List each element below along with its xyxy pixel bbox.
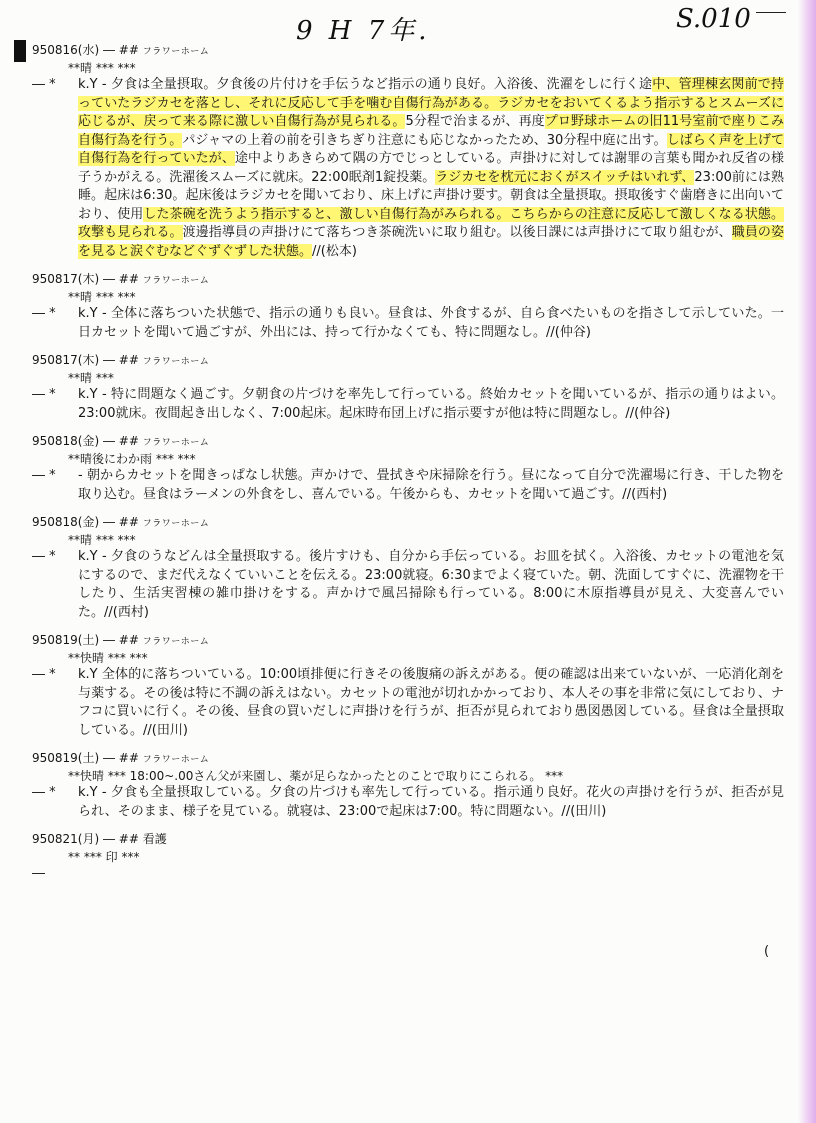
entry-text-segment: パジャマの上着の前を引きちぎり注意にも応じなかったため、30分程中庭に出す。 — [182, 132, 667, 148]
entry-header — [32, 433, 792, 451]
handwritten-date-note: 9 H 7年. — [296, 16, 431, 46]
entry-weather: **晴 *** *** — [68, 533, 136, 547]
entry-prefix: ― * — [32, 468, 56, 483]
entry-weather: **晴後にわか雨 *** *** — [68, 452, 196, 466]
entry-dept: フラワーホーム — [142, 357, 210, 367]
entry-dept: フラワーホーム — [142, 637, 210, 647]
scan-edge-shadow — [798, 0, 816, 1123]
entry-date: 950819(土) ― ## — [32, 751, 143, 765]
highlighted-text: した茶碗を洗うよう指示すると、激しい自傷行為がみられる。こちらからの注意に反応して激しくなる状態。攻撃も見られる。 — [78, 206, 784, 240]
entry-prefix: ― * — [32, 306, 56, 321]
entry-weather: **晴 *** *** — [68, 290, 136, 304]
binding-mark — [14, 40, 26, 62]
entry-prefix: ― * — [32, 549, 56, 564]
entry-text-segment: 23:00前には熟睡。起床は6:30。起床後はラジカセを聞いており、床上げに声掛け要す。朝食は全量摂取。摂取後すぐ歯磨きに出向いており、使用 — [78, 169, 785, 222]
entry-date: 950818(金) ― ## — [32, 515, 143, 529]
entry-date: 950818(金) ― ## — [32, 434, 143, 448]
entry-weather: **晴 *** *** — [68, 61, 136, 75]
highlighted-text: プロ野球ホームの旧11号室前で座りこみ自傷行為を行う。 — [78, 114, 784, 148]
entry-text-segment: k.Y - 特に問題なく過ごす。夕朝食の片づけを率先して行っている。終始カセットを聞いているが、指示の通りはよい。23:00就床。夜間起き出しなく、7:00起床。起床時布団上げに指示要すが他は特に問題なし。//(仲谷) — [78, 387, 784, 421]
entry-body — [32, 666, 792, 740]
entry-header — [32, 271, 792, 289]
margin-note: ( — [764, 944, 770, 959]
entry-text — [78, 76, 792, 261]
entry-text — [78, 548, 792, 622]
entry-weather: **晴 *** — [68, 371, 114, 385]
entry-text-segment: 渡邊指導員の声掛けにて落ちつき茶碗洗いに取り組む。以後日課には声掛けにて取り組むが、 — [182, 225, 732, 240]
entry-text-segment: 途中よりあきらめて隅の方でじっとしている。声掛けに対しては謝罪の言葉も聞かれ反省の様子うかがえる。洗濯後スムーズに就床。22:00眠剤1錠投薬。 — [78, 151, 784, 185]
entry-text — [78, 467, 792, 504]
highlighted-text: 中、管理棟玄関前で持っていたラジカセを落とし、それに反応して手を噛む自傷行為がある。ラジカセをおいてくるよう指示するとスムーズに応じるが、戻って来る際に激しい自傷行為が見られる。 — [78, 77, 784, 129]
entry-header — [32, 42, 792, 60]
ref-underline — [756, 12, 786, 13]
entry-dept: フラワーホーム — [142, 755, 210, 765]
entry-text-segment: k.Y 全体的に落ちついている。10:00頃排便に行きその後腹痛の訴えがある。便の確認は出来ていないが、一応消化剤を与薬する。その後は特に不調の訴えはない。カセットの電池が切れかかっており、本人その事を非常に気にしており、ナフコに買いに行く。その後、昼食の買いだしに声掛けを行うが、拒否が見られており愚図愚図している。昼食は全量摂取している。//(田川) — [78, 667, 784, 738]
entry-body — [32, 784, 792, 821]
entry-text — [78, 305, 792, 342]
entry-dept: フラワーホーム — [142, 438, 210, 448]
entry-text — [78, 784, 792, 821]
entry-text-segment: //(松本) — [312, 243, 357, 259]
entry-prefix: ― — [32, 866, 45, 881]
entry-body — [32, 386, 792, 423]
entry-body — [32, 865, 792, 884]
log-entry — [32, 433, 792, 504]
entry-dept: フラワーホーム — [142, 47, 210, 57]
log-entry — [32, 514, 792, 622]
log-entry — [32, 750, 792, 821]
entry-weather: **快晴 *** 18:00~.00さん父が来園し、薬が足らなかったとのことで取りにこられる。 *** — [68, 769, 564, 783]
entry-body — [32, 76, 792, 261]
entry-text — [78, 386, 792, 423]
entry-dept: フラワーホーム — [142, 519, 210, 529]
entry-prefix: ― * — [32, 667, 56, 682]
entry-text-segment: k.Y - 夕食は全量摂取。夕食後の片付けを手伝うなど指示の通り良好。入浴後、洗濯をしに行く途 — [78, 77, 653, 92]
entry-header — [32, 632, 792, 650]
log-entry — [32, 632, 792, 740]
entry-date: 950821(月) ― ## 看護 — [32, 832, 167, 846]
entry-date: 950816(水) ― ## — [32, 43, 143, 57]
entry-date: 950817(木) ― ## — [32, 353, 143, 367]
entry-text-segment: k.Y - 夕食のうなどんは全量摂取する。後片すけも、自分から手伝っている。お皿を拭く。入浴後、カセットの電池を気にするので、まだ代えなくていいことを伝える。23:00就寝。6:30までよく寝ていた。朝、洗面してすぐに、洗濯物を干したり、生活実習棟の雑巾掛けをする。声かけで風呂掃除も行っている。8:00に木原指導員が見え、大変喜んでいた。//(西村) — [78, 549, 784, 620]
log-entry — [32, 831, 792, 884]
entry-header — [32, 352, 792, 370]
entry-text-segment: k.Y - 全体に落ちついた状態で、指示の通りも良い。昼食は、外食するが、自ら食べたいものを指さして示していた。一日カセットを聞いて過ごすが、外出には、持って行かなくても、特に問題なし。//(仲谷) — [78, 306, 784, 340]
log-entries — [32, 42, 792, 894]
entry-prefix: ― * — [32, 77, 56, 92]
entry-header — [32, 514, 792, 532]
entry-text-segment: k.Y - 夕食も全量摂取している。夕食の片づけも率先して行っている。指示通り良好。花火の声掛けを行うが、拒否が見られ、そのまま、様子を見ている。就寝は、23:00で起床は7:00。特に問題ない。//(田川) — [78, 785, 784, 819]
entry-weather: **快晴 *** *** — [68, 651, 148, 665]
entry-header — [32, 750, 792, 768]
entry-header — [32, 831, 792, 849]
entry-prefix: ― * — [32, 387, 56, 402]
log-entry — [32, 352, 792, 423]
entry-text-segment: - 朝からカセットを聞きっぱなし状態。声かけで、畳拭きや床掃除を行う。昼になって自分で洗濯場に行き、干した物を取り込む。昼食はラーメンの外食をし、喜んでいる。午後からも、カセットを聞いて過ごす。//(西村) — [78, 468, 784, 502]
entry-body — [32, 467, 792, 504]
handwritten-ref-code: S.010 — [676, 4, 751, 34]
entry-body — [32, 548, 792, 622]
entry-text — [78, 865, 792, 884]
entry-weather: ** *** 印 *** — [68, 850, 140, 864]
entry-text — [78, 666, 792, 740]
highlighted-text: しばらく声を上げて自傷行為を行っていたが、 — [78, 132, 784, 166]
entry-date: 950817(木) ― ## — [32, 272, 143, 286]
log-entry — [32, 42, 792, 261]
entry-prefix: ― * — [32, 785, 56, 800]
entry-text-segment: 5分程で治まるが、再度 — [405, 114, 545, 129]
entry-body — [32, 305, 792, 342]
log-entry — [32, 271, 792, 342]
highlighted-text: ラジカセを枕元におくがスイッチはいれず、 — [435, 169, 695, 185]
entry-dept: フラワーホーム — [142, 276, 210, 286]
entry-date: 950819(土) ― ## — [32, 633, 143, 647]
highlighted-text: 職員の姿を見ると涙ぐむなどぐずぐずした状態。 — [78, 225, 784, 259]
